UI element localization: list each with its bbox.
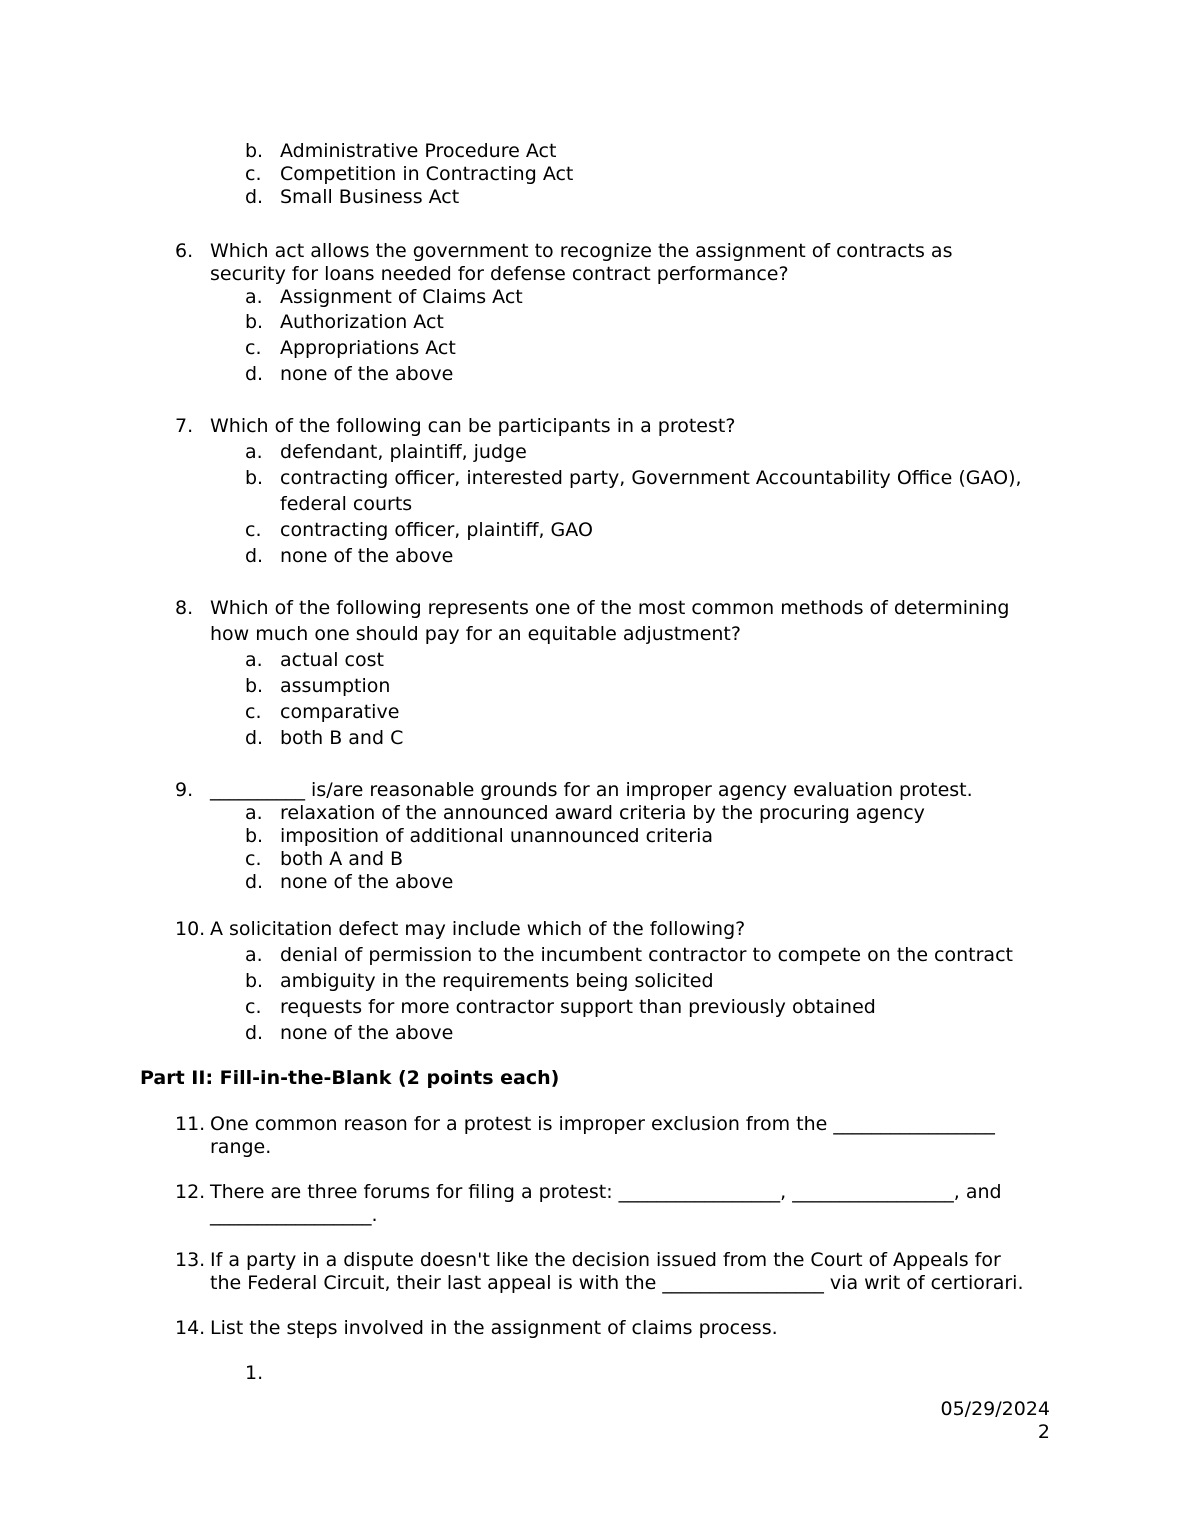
- question-6: [0, 240, 1190, 387]
- option-c: c. requests for more contractor support than previously obtained: [245, 996, 876, 1018]
- option-d: d. none of the above: [245, 363, 454, 385]
- option-d: d. Small Business Act: [245, 186, 460, 208]
- option-a: a. defendant, plaintiff, judge: [245, 441, 527, 463]
- question-text: 12. There are three forums for filing a protest: _________________, _________________, and: [175, 1181, 1002, 1203]
- question-text: 10. A solicitation defect may include which of the following?: [175, 918, 746, 940]
- option-c: c. Competition in Contracting Act: [245, 163, 574, 185]
- section-heading-part-2: Part II: Fill-in-the-Blank (2 points each): [140, 1067, 560, 1089]
- question-12: [0, 1181, 1190, 1227]
- option-b: b. Administrative Procedure Act: [245, 140, 557, 162]
- option-b: b. assumption: [245, 675, 391, 697]
- option-a: a. Assignment of Claims Act: [245, 286, 523, 308]
- option-c: c. contracting officer, plaintiff, GAO: [245, 519, 593, 541]
- question-text: 9. __________ is/are reasonable grounds for an improper agency evaluation protest.: [175, 779, 973, 801]
- question-11: [0, 1113, 1190, 1159]
- option-c: c. comparative: [245, 701, 400, 723]
- option-c: c. Appropriations Act: [245, 337, 456, 359]
- question-text-cont: the Federal Circuit, their last appeal is with the _________________ via writ of certiorari.: [210, 1272, 1024, 1294]
- question-5-options-continued: [0, 140, 1190, 209]
- question-text-cont: _________________.: [210, 1204, 378, 1226]
- option-a: a. actual cost: [245, 649, 384, 671]
- step-item: 1.: [245, 1362, 264, 1384]
- option-d: d. none of the above: [245, 1022, 454, 1044]
- question-9: [0, 779, 1190, 894]
- question-text-cont: how much one should pay for an equitable adjustment?: [210, 623, 741, 645]
- footer-date: 05/29/2024: [940, 1398, 1050, 1420]
- option-c: c. both A and B: [245, 848, 404, 870]
- option-b: b. Authorization Act: [245, 311, 444, 333]
- option-b-cont: federal courts: [280, 493, 413, 515]
- page-number: 2: [1037, 1421, 1050, 1443]
- question-text: 8. Which of the following represents one of the most common methods of determining: [175, 597, 1010, 619]
- page-footer: [940, 1398, 1050, 1444]
- question-text: 13. If a party in a dispute doesn't like the decision issued from the Court of Appeals for: [175, 1249, 1001, 1271]
- option-a: a. relaxation of the announced award criteria by the procuring agency: [245, 802, 925, 824]
- question-10: [0, 916, 1190, 1046]
- option-d: d. none of the above: [245, 545, 454, 567]
- question-text: 7. Which of the following can be participants in a protest?: [175, 415, 736, 437]
- question-text: 14. List the steps involved in the assignment of claims process.: [175, 1317, 778, 1339]
- question-8: [0, 595, 1190, 751]
- question-text-cont: range.: [210, 1136, 272, 1158]
- question-text: 11. One common reason for a protest is improper exclusion from the _________________: [175, 1113, 995, 1135]
- option-a: a. denial of permission to the incumbent contractor to compete on the contract: [245, 944, 1013, 966]
- question-text: 6. Which act allows the government to recognize the assignment of contracts as: [175, 240, 953, 262]
- question-14: [0, 1317, 1190, 1340]
- question-13: [0, 1249, 1190, 1295]
- question-14-step-list: [0, 1362, 1190, 1385]
- question-text-cont: security for loans needed for defense contract performance?: [210, 263, 789, 285]
- option-b: b. contracting officer, interested party, Government Accountability Office (GAO),: [245, 467, 1022, 489]
- option-b: b. ambiguity in the requirements being solicited: [245, 970, 714, 992]
- option-d: d. none of the above: [245, 871, 454, 893]
- question-7: [0, 413, 1190, 569]
- option-d: d. both B and C: [245, 727, 404, 749]
- option-b: b. imposition of additional unannounced criteria: [245, 825, 714, 847]
